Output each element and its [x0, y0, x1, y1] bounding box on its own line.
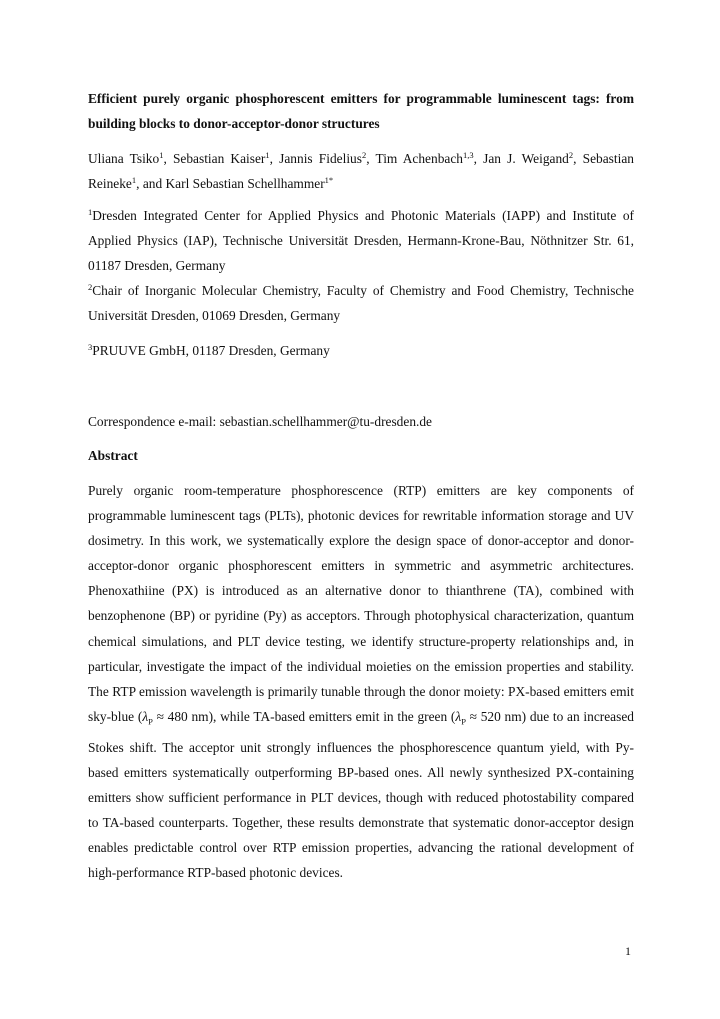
author: Jan J. Weigand$^2$, [483, 150, 583, 166]
author-list [88, 146, 634, 196]
author: Tim Achenbach$^{1,3}$, [375, 150, 484, 166]
author: Sebastian Reineke$^1$, and [88, 151, 634, 191]
page-number: 1 [625, 944, 631, 958]
author: Sebastian Kaiser$^1$, [172, 150, 280, 166]
abstract-heading: Abstract [88, 448, 138, 463]
paper-title: Efficient purely organic phosphorescent emitters for programmable luminescent tags: from building blocks to donor-acceptor-donor structures [88, 91, 634, 131]
correspondence-email[interactable]: Correspondence e-mail: sebastian.schellhammer@tu-dresden.de [88, 414, 432, 429]
affiliation-3: $^3$PRUUVE GmbH, 01187 Dresden, Germany [88, 342, 330, 358]
affiliation-1: $^1$Dresden Integrated Center for Applied Physics and Photonic Materials (IAPP) and Institute of Applied Physics (IAP), Technische Universität Dresden, Hermann-Krone-Bau, Nöthnitzer Str. 61, 01187 Dresden, Germany [88, 207, 634, 273]
author: Uliana Tsiko$^1$, [88, 150, 173, 166]
author: Jannis Fidelius$^2$, [279, 150, 376, 166]
author: Karl Sebastian Schellhammer$^{1*}$ [165, 175, 334, 191]
abstract-body: Purely organic room-temperature phosphorescence (RTP) emitters are key components of programmable luminescent tags (PLTs), photonic devices for rewritable information storage and UV dosimetry. In this work, we systematically explore the design space of donor-acceptor and donor-acceptor-donor organic phosphorescent emitters in symmetric and asymmetric architectures. Phenoxathiine (PX) is introduced as an alternative donor to thianthrene (TA), combined with benzophenone (BP) or pyridine (Py) as acceptors. Through photophysical characterization, quantum chemical simulations, and PLT device testing, we identify structure-property relationships and, in particular, investigate the impact of the individual moieties on the emission properties and stability. The RTP emission wavelength is primarily tunable through the donor moiety: PX-based emitters emit sky-blue ($\lambda_P \approx 480$ nm), while TA-based emitters emit in the green ($\lambda_P \approx 520$ nm) due to an increased Stokes shift. The acceptor unit strongly influences the phosphorescence quantum yield, with Py-based emitters systematically outperforming BP-based ones. All newly synthesized PX-containing emitters show sufficient performance in PLT devices, though with reduced photostability compared to TA-based counterparts. Together, these results demonstrate that systematic donor-acceptor design enables predictable control over RTP emission properties, advancing the rational development of high-performance RTP-based photonic devices. [88, 483, 634, 881]
affiliation-2: $^2$Chair of Inorganic Molecular Chemistry, Faculty of Chemistry and Food Chemistry, Technische Universität Dresden, 01069 Dresden, Germany [88, 282, 634, 323]
